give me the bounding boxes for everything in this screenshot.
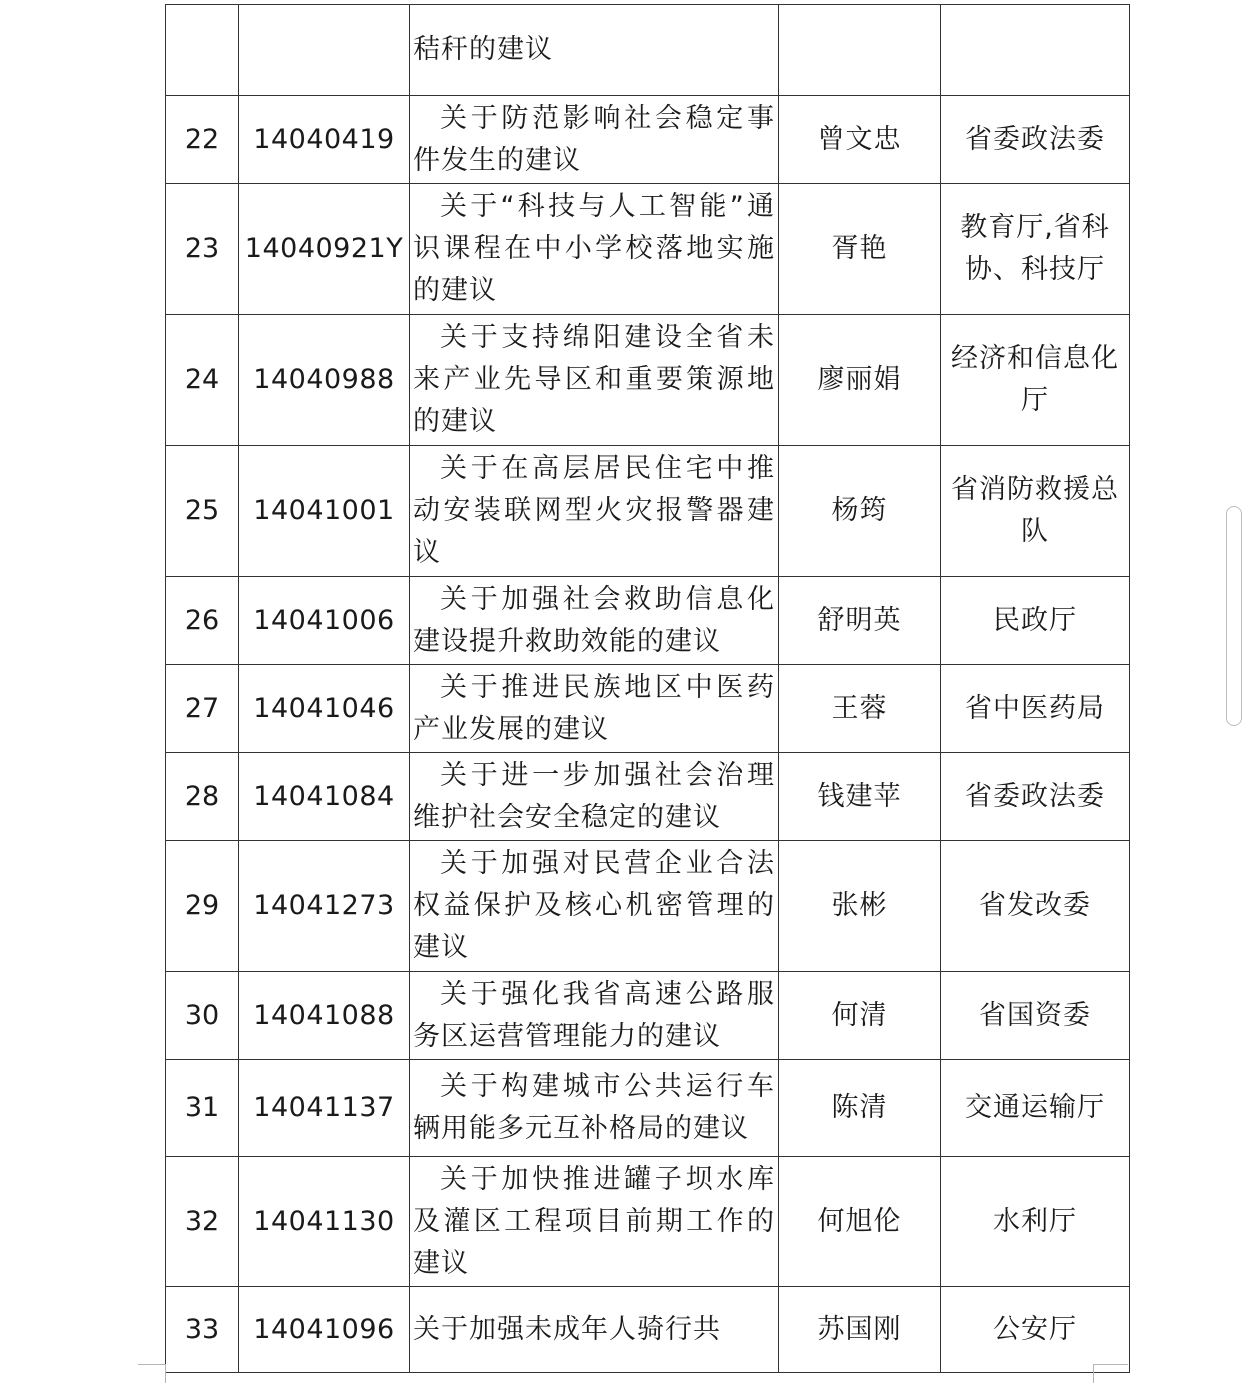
table-row — [166, 184, 1130, 315]
proposal-title: 关于“科技与人工智能”通识课程在中小学校落地实施的建议 — [410, 184, 779, 315]
proposal-code: 14040921Y — [239, 184, 410, 315]
handling-department: 经济和信息化厅 — [941, 315, 1130, 446]
proposal-title: 关于加强对民营企业合法权益保护及核心机密管理的建议 — [410, 841, 779, 972]
proposal-code — [239, 5, 410, 96]
proposal-title: 关于加强未成年人骑行共 — [410, 1287, 779, 1373]
row-number: 30 — [166, 972, 239, 1060]
proposal-code: 14041130 — [239, 1157, 410, 1287]
handling-department: 交通运输厅 — [941, 1060, 1130, 1157]
row-number: 25 — [166, 446, 239, 577]
proposal-code: 14040988 — [239, 315, 410, 446]
proposer-name: 杨筠 — [779, 446, 941, 577]
table-row — [166, 446, 1130, 577]
handling-department — [941, 5, 1130, 96]
table-row — [166, 5, 1130, 96]
proposal-title: 关于支持绵阳建设全省未来产业先导区和重要策源地的建议 — [410, 315, 779, 446]
proposer-name: 何清 — [779, 972, 941, 1060]
proposal-title: 关于在高层居民住宅中推动安装联网型火灾报警器建议 — [410, 446, 779, 577]
table-row — [166, 753, 1130, 841]
proposal-code: 14041088 — [239, 972, 410, 1060]
table-row — [166, 1060, 1130, 1157]
table-row — [166, 972, 1130, 1060]
row-number: 32 — [166, 1157, 239, 1287]
table-row — [166, 315, 1130, 446]
handling-department: 省消防救援总队 — [941, 446, 1130, 577]
handling-department: 民政厅 — [941, 577, 1130, 665]
proposer-name: 张彬 — [779, 841, 941, 972]
row-number: 29 — [166, 841, 239, 972]
proposer-name: 舒明英 — [779, 577, 941, 665]
proposal-title: 关于强化我省高速公路服务区运营管理能力的建议 — [410, 972, 779, 1060]
proposer-name: 陈清 — [779, 1060, 941, 1157]
handling-department: 水利厅 — [941, 1157, 1130, 1287]
row-number: 33 — [166, 1287, 239, 1373]
handling-department: 省中医药局 — [941, 665, 1130, 753]
proposal-code: 14041046 — [239, 665, 410, 753]
table-body — [166, 5, 1130, 1373]
proposal-title: 关于推进民族地区中医药产业发展的建议 — [410, 665, 779, 753]
proposer-name: 廖丽娟 — [779, 315, 941, 446]
page-corner-mark-right — [1093, 1364, 1128, 1383]
proposal-code: 14041084 — [239, 753, 410, 841]
proposal-code: 14041006 — [239, 577, 410, 665]
table-row — [166, 1157, 1130, 1287]
proposal-title: 关于加强社会救助信息化建设提升救助效能的建议 — [410, 577, 779, 665]
handling-department: 省国资委 — [941, 972, 1130, 1060]
table-row — [166, 665, 1130, 753]
table-row — [166, 577, 1130, 665]
proposal-table — [165, 4, 1130, 1373]
proposer-name: 苏国刚 — [779, 1287, 941, 1373]
proposer-name: 胥艳 — [779, 184, 941, 315]
proposal-code: 14041001 — [239, 446, 410, 577]
handling-department: 省发改委 — [941, 841, 1130, 972]
proposer-name — [779, 5, 941, 96]
row-number: 23 — [166, 184, 239, 315]
proposal-title: 关于加快推进罐子坝水库及灌区工程项目前期工作的建议 — [410, 1157, 779, 1287]
vertical-scrollbar[interactable] — [1226, 506, 1242, 726]
proposal-code: 14041273 — [239, 841, 410, 972]
handling-department: 公安厅 — [941, 1287, 1130, 1373]
proposer-name: 曾文忠 — [779, 96, 941, 184]
row-number: 28 — [166, 753, 239, 841]
proposal-title: 秸秆的建议 — [410, 5, 779, 96]
proposer-name: 钱建苹 — [779, 753, 941, 841]
table-row — [166, 96, 1130, 184]
row-number: 24 — [166, 315, 239, 446]
proposal-title: 关于进一步加强社会治理维护社会安全稳定的建议 — [410, 753, 779, 841]
proposer-name: 何旭伦 — [779, 1157, 941, 1287]
row-number: 22 — [166, 96, 239, 184]
proposer-name: 王蓉 — [779, 665, 941, 753]
proposal-title: 关于防范影响社会稳定事件发生的建议 — [410, 96, 779, 184]
proposal-title: 关于构建城市公共运行车辆用能多元互补格局的建议 — [410, 1060, 779, 1157]
row-number: 31 — [166, 1060, 239, 1157]
row-number: 26 — [166, 577, 239, 665]
page-corner-mark-left — [138, 1364, 166, 1383]
proposal-code: 14040419 — [239, 96, 410, 184]
proposal-code: 14041137 — [239, 1060, 410, 1157]
handling-department: 教育厅,省科协、科技厅 — [941, 184, 1130, 315]
table-row — [166, 1287, 1130, 1373]
proposal-code: 14041096 — [239, 1287, 410, 1373]
table-row — [166, 841, 1130, 972]
row-number — [166, 5, 239, 96]
handling-department: 省委政法委 — [941, 96, 1130, 184]
handling-department: 省委政法委 — [941, 753, 1130, 841]
row-number: 27 — [166, 665, 239, 753]
